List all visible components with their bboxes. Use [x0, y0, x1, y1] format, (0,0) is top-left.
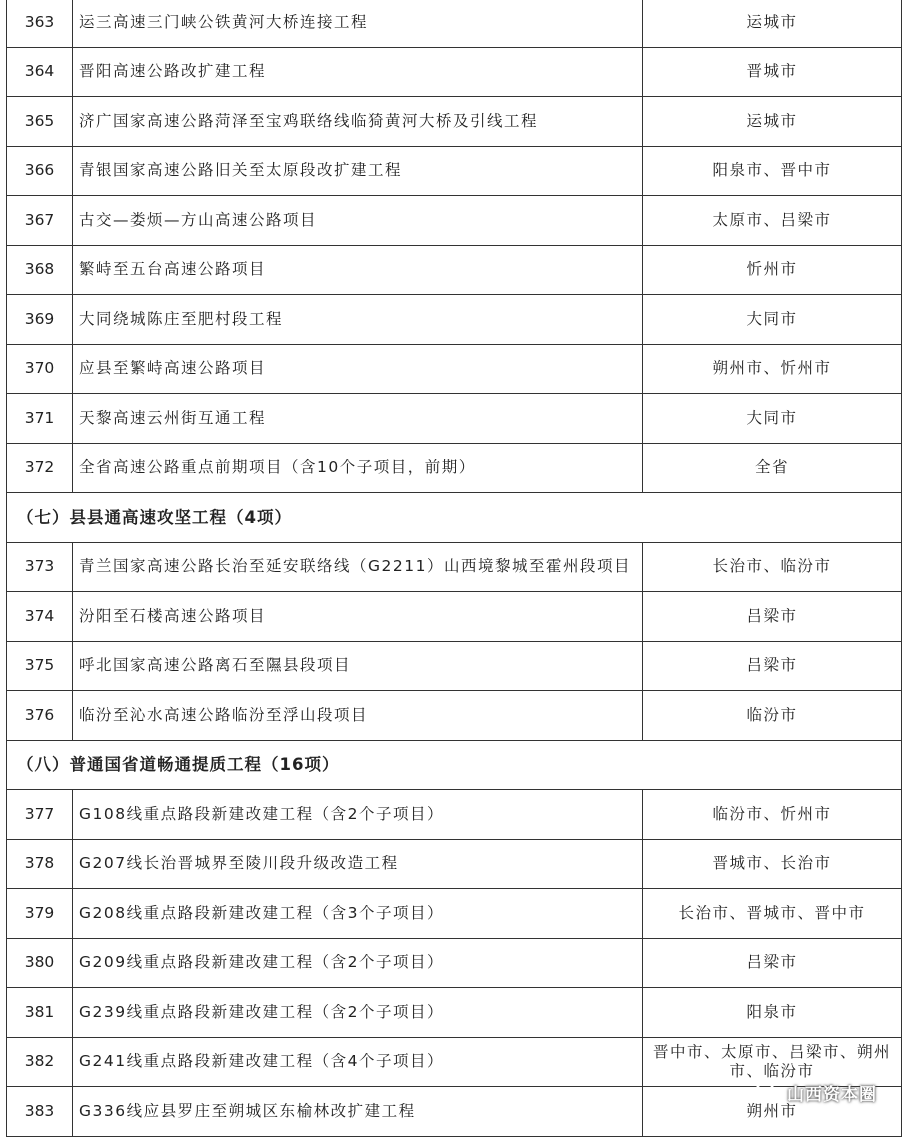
table-row: [7, 790, 902, 840]
project-name: 汾阳至石楼高速公路项目: [73, 592, 643, 642]
table-row: [7, 295, 902, 345]
project-city: 大同市: [643, 394, 902, 444]
project-name: 晋阳高速公路改扩建工程: [73, 47, 643, 97]
project-name: G239线重点路段新建改建工程（含2个子项目）: [73, 988, 643, 1038]
table-row: [7, 938, 902, 988]
row-number: 365: [7, 97, 73, 147]
section-title: （八）普通国省道畅通提质工程（16项）: [7, 740, 902, 790]
project-name: 天黎高速云州街互通工程: [73, 394, 643, 444]
table-row: [7, 839, 902, 889]
project-city: 晋城市: [643, 47, 902, 97]
project-name: 大同绕城陈庄至肥村段工程: [73, 295, 643, 345]
project-city: 吕梁市: [643, 592, 902, 642]
project-name: 古交—娄烦—方山高速公路项目: [73, 196, 643, 246]
project-city: 阳泉市: [643, 988, 902, 1038]
project-city: 全省: [643, 443, 902, 493]
project-table: [6, 0, 902, 1137]
project-name: G108线重点路段新建改建工程（含2个子项目）: [73, 790, 643, 840]
row-number: 375: [7, 641, 73, 691]
project-city: 太原市、吕梁市: [643, 196, 902, 246]
wechat-icon: [755, 1082, 781, 1104]
project-city: 阳泉市、晋中市: [643, 146, 902, 196]
table-row: [7, 641, 902, 691]
table-row: [7, 344, 902, 394]
section-title: （七）县县通高速攻坚工程（4项）: [7, 493, 902, 543]
row-number: 371: [7, 394, 73, 444]
project-city: 吕梁市: [643, 641, 902, 691]
row-number: 369: [7, 295, 73, 345]
row-number: 367: [7, 196, 73, 246]
project-city: 朔州市、忻州市: [643, 344, 902, 394]
table-row: [7, 592, 902, 642]
table-row: [7, 196, 902, 246]
row-number: 379: [7, 889, 73, 939]
table-row: [7, 443, 902, 493]
section-header-row: [7, 740, 902, 790]
table-row: [7, 97, 902, 147]
watermark-text: 山西资本圈: [787, 1085, 877, 1105]
section-header-row: [7, 493, 902, 543]
row-number: 383: [7, 1087, 73, 1137]
row-number: 381: [7, 988, 73, 1038]
row-number: 374: [7, 592, 73, 642]
project-city: 忻州市: [643, 245, 902, 295]
project-name: 繁峙至五台高速公路项目: [73, 245, 643, 295]
table-row: [7, 245, 902, 295]
project-city: 朔州市: [643, 1087, 902, 1137]
table-row: [7, 691, 902, 741]
project-city: 吕梁市: [643, 938, 902, 988]
project-name: 运三高速三门峡公铁黄河大桥连接工程: [73, 0, 643, 47]
row-number: 364: [7, 47, 73, 97]
row-number: 378: [7, 839, 73, 889]
table-row: [7, 988, 902, 1038]
project-city: 临汾市: [643, 691, 902, 741]
row-number: 373: [7, 542, 73, 592]
project-city: 晋城市、长治市: [643, 839, 902, 889]
table-row: [7, 146, 902, 196]
project-name: G241线重点路段新建改建工程（含4个子项目）: [73, 1037, 643, 1087]
project-city: 长治市、临汾市: [643, 542, 902, 592]
row-number: 363: [7, 0, 73, 47]
table-row: [7, 0, 902, 47]
project-city: 长治市、晋城市、晋中市: [643, 889, 902, 939]
project-name: 临汾至沁水高速公路临汾至浮山段项目: [73, 691, 643, 741]
project-name: 全省高速公路重点前期项目（含10个子项目，前期）: [73, 443, 643, 493]
row-number: 366: [7, 146, 73, 196]
row-number: 382: [7, 1037, 73, 1087]
row-number: 376: [7, 691, 73, 741]
project-name: 济广国家高速公路菏泽至宝鸡联络线临猗黄河大桥及引线工程: [73, 97, 643, 147]
row-number: 368: [7, 245, 73, 295]
project-city: 运城市: [643, 97, 902, 147]
watermark: [755, 1080, 877, 1105]
project-name: G336线应县罗庄至朔城区东榆林改扩建工程: [73, 1087, 643, 1137]
row-number: 377: [7, 790, 73, 840]
row-number: 372: [7, 443, 73, 493]
table-row: [7, 47, 902, 97]
project-city: 临汾市、忻州市: [643, 790, 902, 840]
project-city: 运城市: [643, 0, 902, 47]
table-row: [7, 542, 902, 592]
project-city: 晋中市、太原市、吕梁市、朔州市、临汾市: [643, 1037, 902, 1087]
project-name: G208线重点路段新建改建工程（含3个子项目）: [73, 889, 643, 939]
row-number: 380: [7, 938, 73, 988]
row-number: 370: [7, 344, 73, 394]
project-name: 呼北国家高速公路离石至隰县段项目: [73, 641, 643, 691]
project-name: 青银国家高速公路旧关至太原段改扩建工程: [73, 146, 643, 196]
project-name: G209线重点路段新建改建工程（含2个子项目）: [73, 938, 643, 988]
project-name: G207线长治晋城界至陵川段升级改造工程: [73, 839, 643, 889]
project-city: 大同市: [643, 295, 902, 345]
project-name: 青兰国家高速公路长治至延安联络线（G2211）山西境黎城至霍州段项目: [73, 542, 643, 592]
project-name: 应县至繁峙高速公路项目: [73, 344, 643, 394]
table-row: [7, 394, 902, 444]
table-row: [7, 889, 902, 939]
